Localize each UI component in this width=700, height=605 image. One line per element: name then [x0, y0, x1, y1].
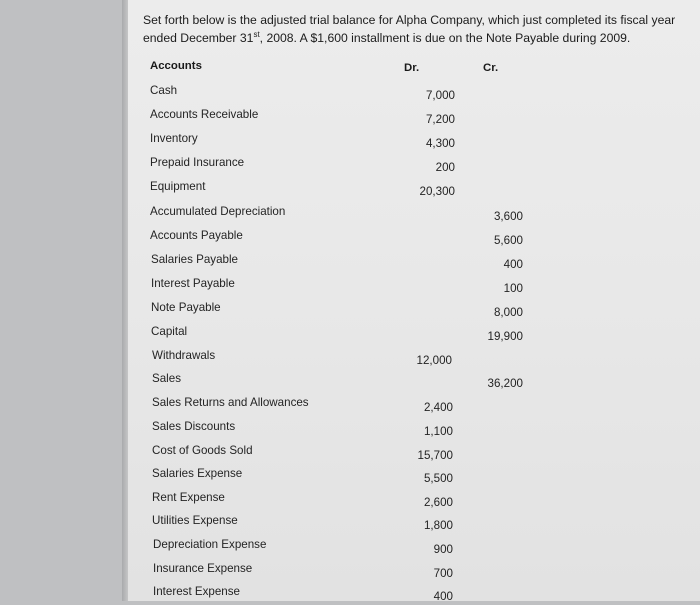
- debit-amount: 400: [433, 590, 453, 603]
- table-row: [0, 467, 700, 487]
- account-name: Cash: [150, 84, 178, 97]
- account-name: Interest Payable: [151, 277, 235, 290]
- table-row: [0, 396, 700, 416]
- account-name: Salaries Payable: [151, 253, 239, 266]
- debit-amount: 2,400: [423, 401, 453, 414]
- table-row: [0, 538, 700, 558]
- header-debit: Dr.: [404, 62, 420, 74]
- table-row: [0, 253, 700, 273]
- table-row: [0, 514, 700, 534]
- debit-amount: 4,300: [425, 137, 455, 150]
- table-row: [0, 420, 700, 440]
- credit-amount: 100: [503, 282, 523, 295]
- debit-amount: 12,000: [416, 354, 452, 367]
- table-row: [0, 562, 700, 582]
- account-name: Cost of Goods Sold: [152, 444, 253, 457]
- intro-line-2b: , 2008. A $1,600 installment is due on the Note Payable during 2009.: [259, 31, 631, 45]
- debit-amount: 700: [433, 567, 453, 580]
- account-name: Salaries Expense: [152, 467, 243, 480]
- table-row: [0, 491, 700, 511]
- table-row: [0, 325, 700, 345]
- account-name: Sales: [152, 372, 182, 385]
- account-name: Rent Expense: [152, 491, 225, 504]
- account-name: Equipment: [150, 180, 206, 193]
- table-row: [0, 132, 700, 152]
- account-name: Note Payable: [151, 301, 221, 314]
- credit-amount: 19,900: [487, 330, 523, 343]
- debit-amount: 5,500: [423, 472, 453, 485]
- account-name: Prepaid Insurance: [150, 156, 245, 169]
- debit-amount: 2,600: [423, 496, 453, 509]
- account-name: Accounts Receivable: [150, 108, 259, 121]
- credit-amount: 36,200: [487, 377, 523, 390]
- account-name: Sales Discounts: [152, 420, 236, 433]
- table-row: [0, 180, 700, 200]
- account-name: Inventory: [150, 132, 198, 145]
- intro-line-1: Set forth below is the adjusted trial balance for Alpha Company, which just completed its fiscal year: [143, 13, 676, 27]
- debit-amount: 900: [433, 543, 453, 556]
- account-name: Accounts Payable: [150, 229, 243, 242]
- debit-amount: 20,300: [419, 185, 455, 198]
- account-name: Sales Returns and Allowances: [152, 396, 309, 409]
- credit-amount: 5,600: [493, 234, 523, 247]
- table-row: [0, 585, 700, 605]
- account-name: Insurance Expense: [153, 562, 253, 575]
- debit-amount: 1,100: [423, 425, 453, 438]
- credit-amount: 400: [503, 258, 523, 271]
- account-name: Capital: [151, 325, 188, 338]
- debit-amount: 7,000: [425, 89, 455, 102]
- intro-line-2a: ended December 31: [143, 31, 254, 45]
- debit-amount: 1,800: [423, 519, 453, 532]
- intro-superscript: st: [253, 29, 260, 39]
- table-row: [0, 108, 700, 128]
- table-row: [0, 372, 700, 392]
- table-row: [0, 156, 700, 176]
- account-name: Withdrawals: [152, 349, 216, 362]
- table-row: [0, 301, 700, 321]
- account-name: Depreciation Expense: [153, 538, 267, 551]
- account-name: Interest Expense: [153, 585, 241, 598]
- header-credit: Cr.: [483, 62, 499, 74]
- debit-amount: 7,200: [425, 113, 455, 126]
- table-row: [0, 277, 700, 297]
- table-row: [0, 229, 700, 249]
- debit-amount: 15,700: [417, 449, 453, 462]
- table-row: [0, 349, 700, 369]
- credit-amount: 3,600: [493, 210, 523, 223]
- table-row: [0, 444, 700, 464]
- account-name: Utilities Expense: [152, 514, 238, 527]
- table-row: [0, 84, 700, 104]
- header-accounts: Accounts: [150, 60, 202, 72]
- account-name: Accumulated Depreciation: [150, 205, 286, 218]
- debit-amount: 200: [435, 161, 455, 174]
- credit-amount: 8,000: [493, 306, 523, 319]
- table-row: [0, 205, 700, 225]
- intro-paragraph: [143, 11, 688, 47]
